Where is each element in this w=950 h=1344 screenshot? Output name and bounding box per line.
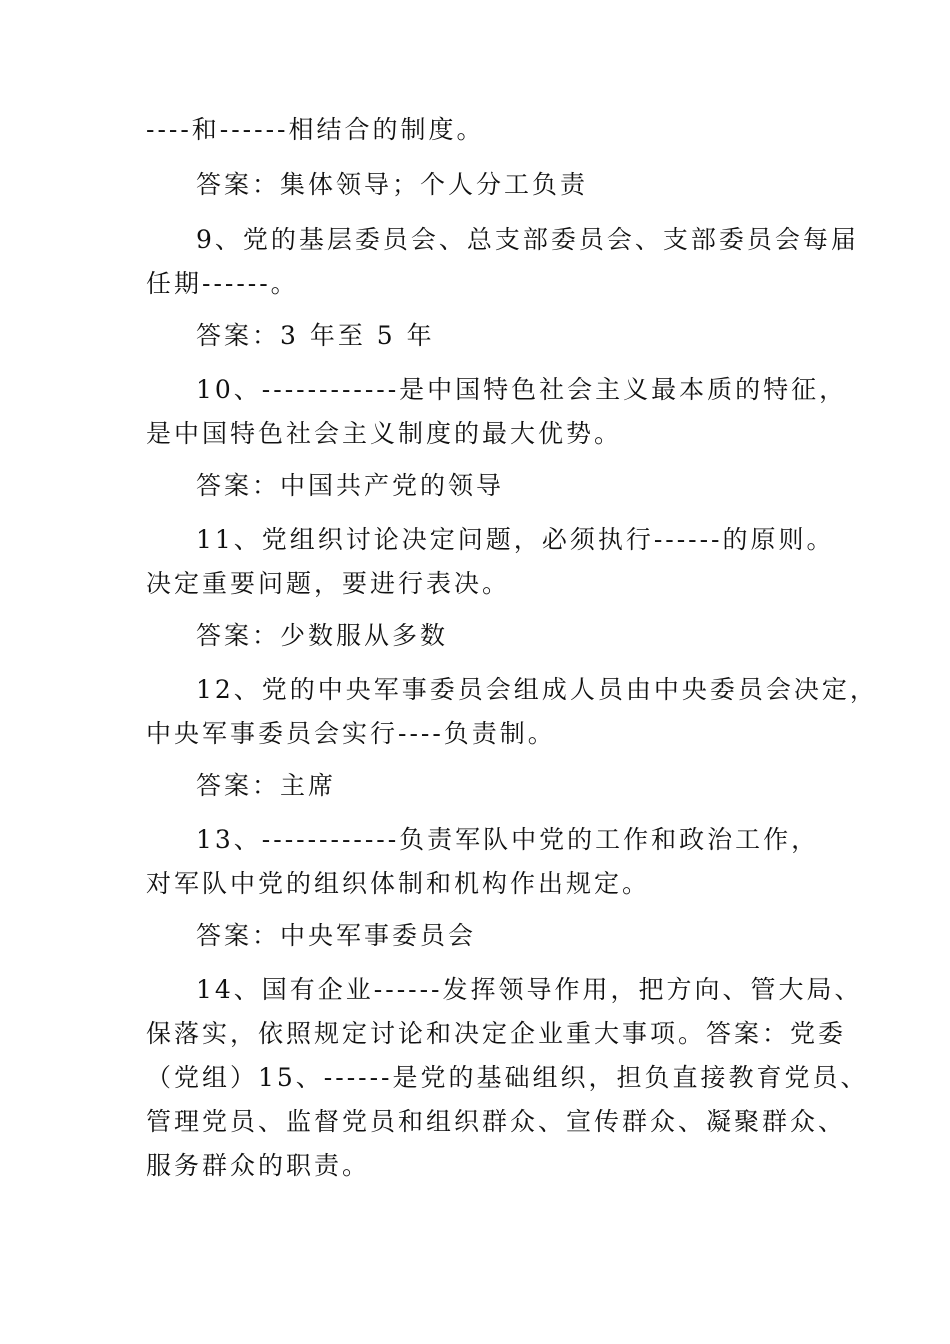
text-line: 任期------。 xyxy=(146,269,299,298)
answer-line: 答案：3 年至 5 年 xyxy=(196,321,435,350)
text-line: ----和------相结合的制度。 xyxy=(146,115,485,144)
text-line: （党组）15、------是党的基础组织，担负直接教育党员、 xyxy=(146,1063,869,1092)
answer-line: 答案：中国共产党的领导 xyxy=(196,471,505,500)
question-line: 10、------------是中国特色社会主义最本质的特征， xyxy=(196,375,848,404)
text-line: 保落实，依照规定讨论和决定企业重大事项。答案：党委 xyxy=(146,1019,847,1048)
text-line: 决定重要问题，要进行表决。 xyxy=(146,569,511,598)
question-line: 13、------------负责军队中党的工作和政治工作， xyxy=(196,825,820,854)
question-line: 12、党的中央军事委员会组成人员由中央委员会决定， xyxy=(196,675,878,704)
answer-line: 答案：集体领导；个人分工负责 xyxy=(196,170,589,199)
text-line: 服务群众的职责。 xyxy=(146,1151,371,1180)
question-line: 9、党的基层委员会、总支部委员会、支部委员会每届 xyxy=(196,225,859,254)
answer-line: 答案：少数服从多数 xyxy=(196,621,449,650)
text-line: 对军队中党的组织体制和机构作出规定。 xyxy=(146,869,651,898)
text-line: 管理党员、监督党员和组织群众、宣传群众、凝聚群众、 xyxy=(146,1107,847,1136)
answer-line: 答案：主席 xyxy=(196,771,337,800)
answer-line: 答案：中央军事委员会 xyxy=(196,921,477,950)
question-line: 11、党组织讨论决定问题，必须执行------的原则。 xyxy=(196,525,835,554)
question-line: 14、国有企业------发挥领导作用，把方向、管大局、 xyxy=(196,975,863,1004)
text-line: 中央军事委员会实行----负责制。 xyxy=(146,719,556,748)
text-line: 是中国特色社会主义制度的最大优势。 xyxy=(146,419,623,448)
